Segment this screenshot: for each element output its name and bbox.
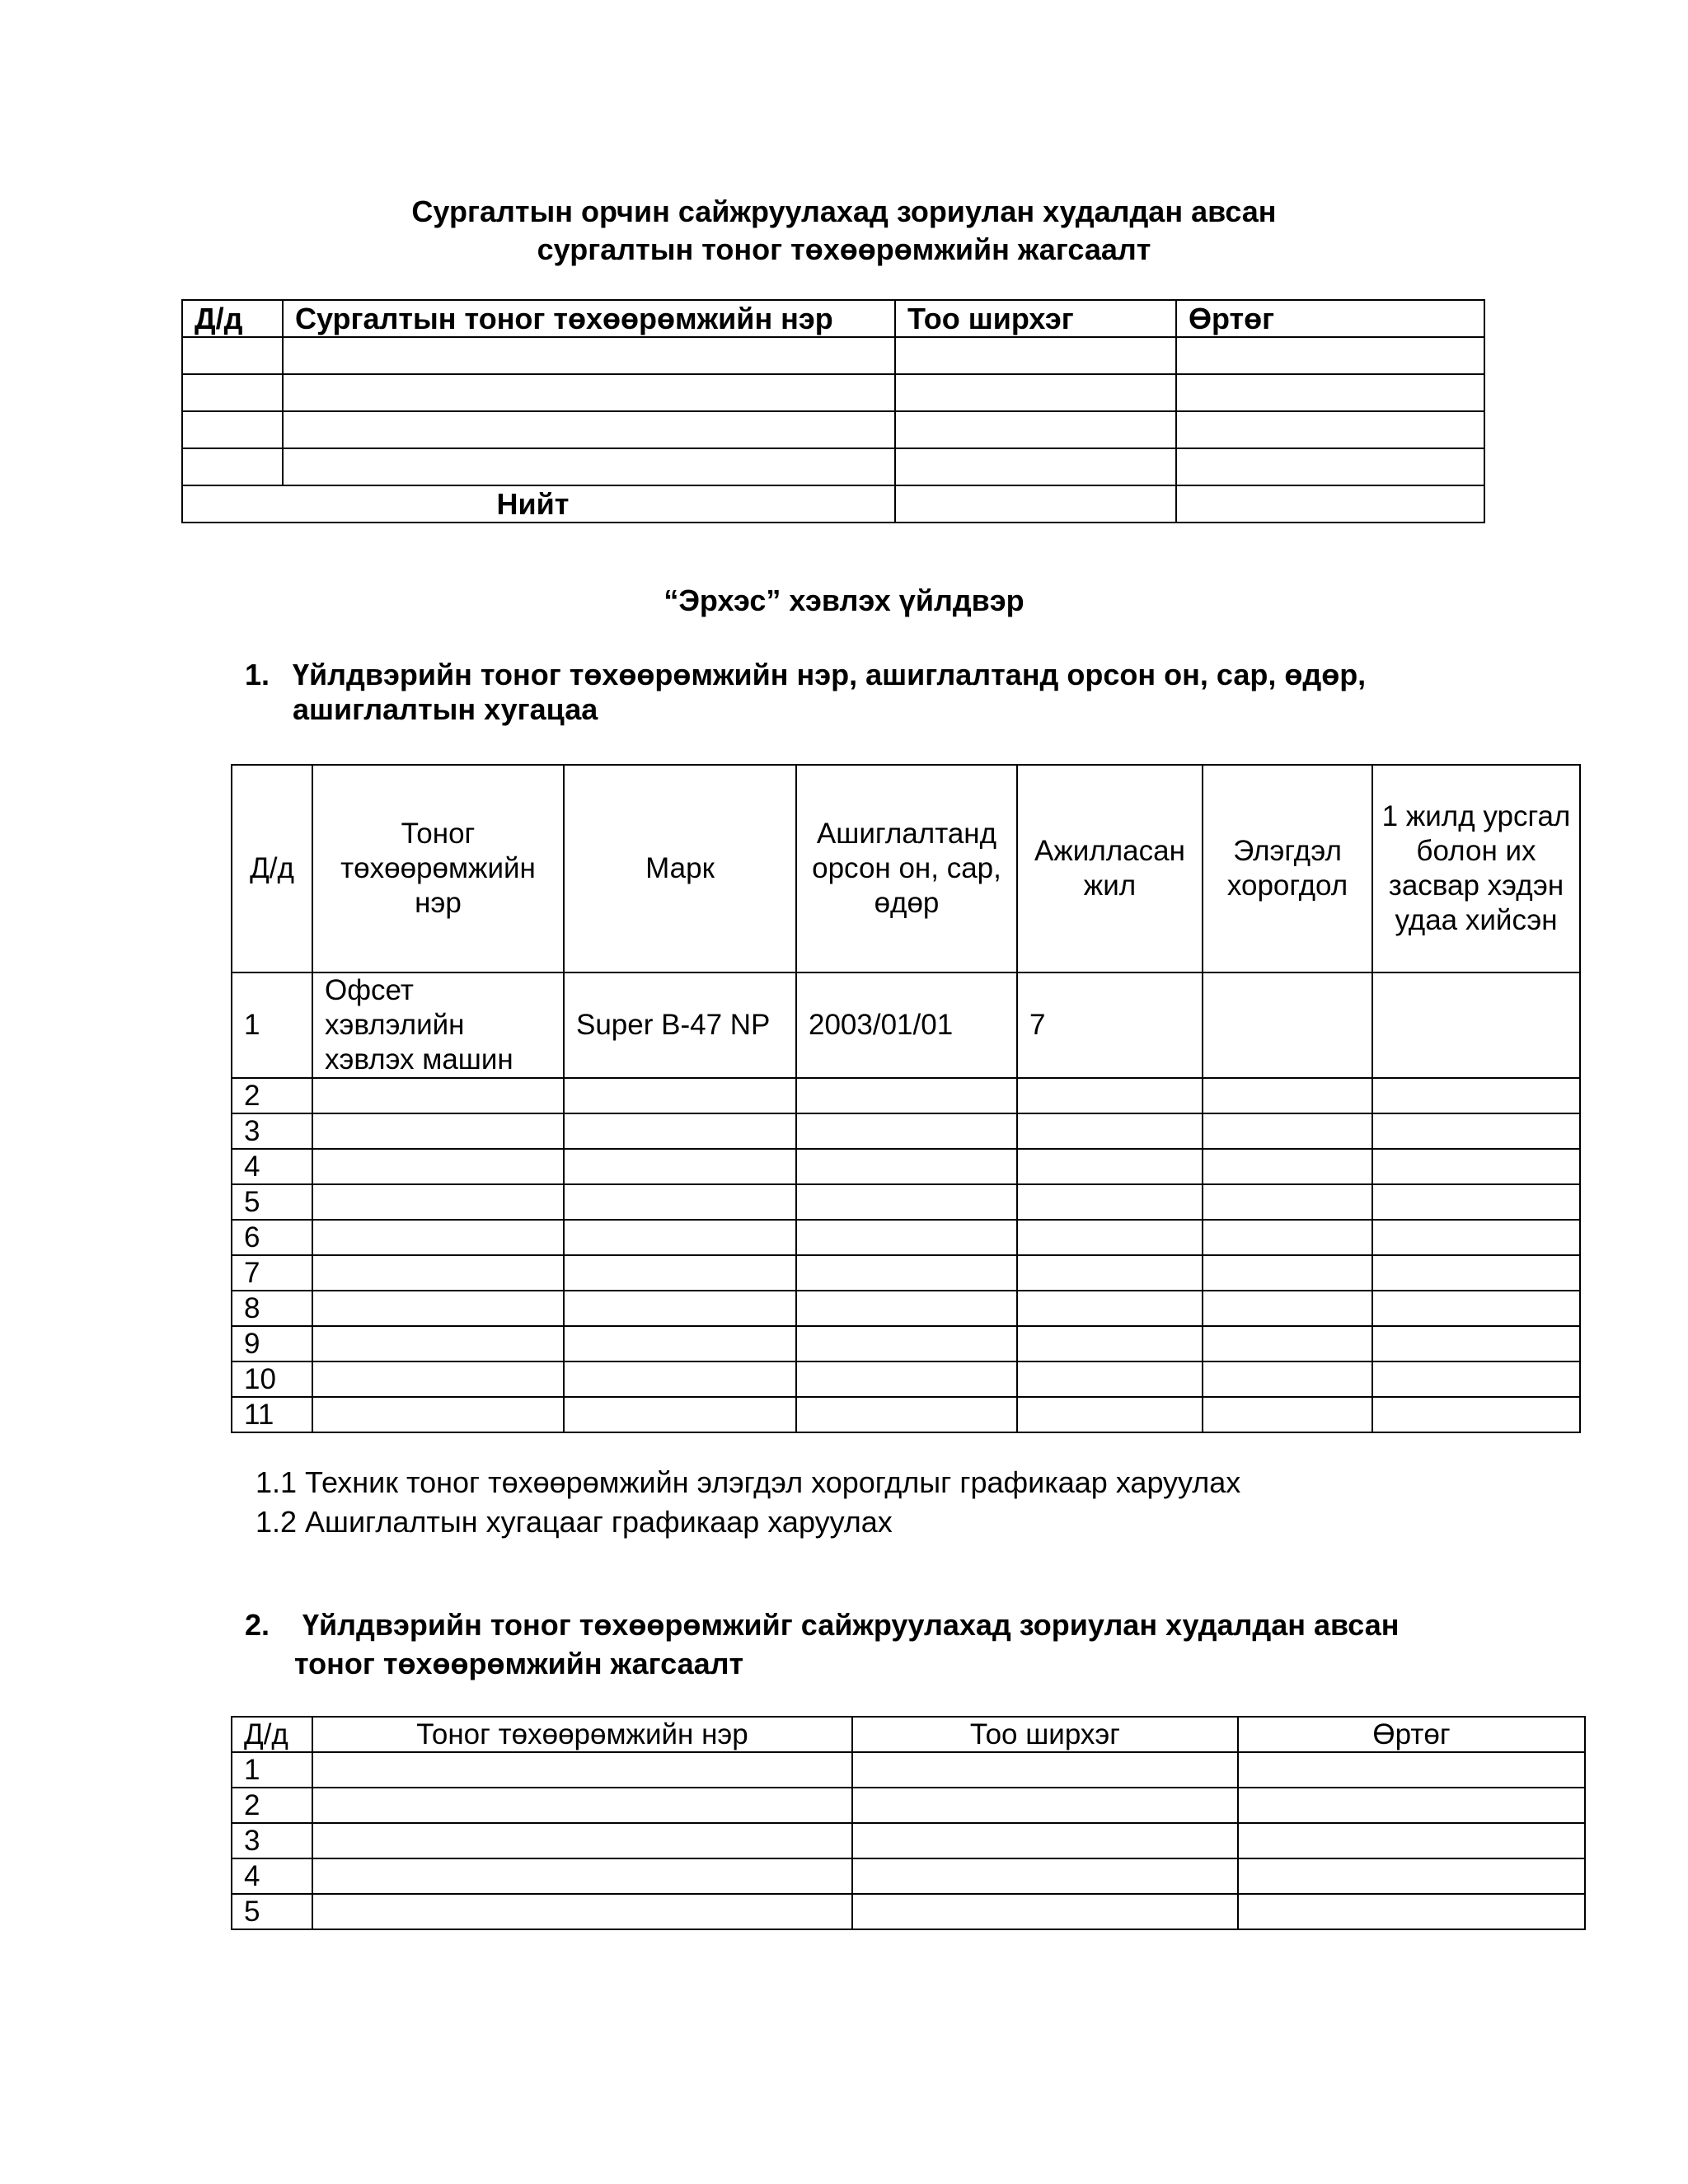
table-row xyxy=(232,1788,1585,1823)
table-cell xyxy=(1203,1078,1372,1113)
header-number: Д/д xyxy=(182,300,283,337)
document-title-line1: Сургалтын орчин сайжруулахад зориулан худалдан авсан xyxy=(411,194,1277,228)
table-cell xyxy=(1017,1255,1203,1291)
table-cell xyxy=(796,1149,1017,1184)
row-number: 11 xyxy=(232,1397,312,1432)
table-cell xyxy=(1203,1397,1372,1432)
table-cell xyxy=(312,1220,564,1255)
table-row xyxy=(232,1361,1580,1397)
table-cell xyxy=(182,411,283,448)
table-cell xyxy=(564,1184,796,1220)
table-cell xyxy=(1203,1291,1372,1326)
table-cell xyxy=(1372,1078,1580,1113)
header-equipment-name: Тоног төхөөрөмжийн нэр xyxy=(312,765,564,972)
table-row xyxy=(232,1752,1585,1788)
table-header-row xyxy=(232,765,1580,972)
date-cell: 2003/01/01 xyxy=(796,972,1017,1078)
table-cell xyxy=(283,411,895,448)
table-cell xyxy=(1238,1894,1585,1929)
table-cell xyxy=(312,1078,564,1113)
table-cell xyxy=(895,448,1176,485)
equipment-name-cell: Офсет хэвлэлийн хэвлэх машин xyxy=(312,972,564,1078)
table-cell xyxy=(1203,1361,1372,1397)
section1-number: 1. xyxy=(245,658,270,691)
table-cell xyxy=(1203,1149,1372,1184)
table-cell xyxy=(1372,1184,1580,1220)
table-cell xyxy=(1372,1291,1580,1326)
table-cell xyxy=(564,1397,796,1432)
training-equipment-table xyxy=(181,299,1485,523)
table-cell xyxy=(283,448,895,485)
table-body xyxy=(232,1078,1580,1432)
table-cell xyxy=(1203,1255,1372,1291)
row-number: 10 xyxy=(232,1361,312,1397)
table-cell xyxy=(1372,1397,1580,1432)
header-equipment-name: Сургалтын тоног төхөөрөмжийн нэр xyxy=(283,300,895,337)
table-row xyxy=(232,1149,1580,1184)
table-body xyxy=(232,1752,1585,1929)
table-cell xyxy=(312,1149,564,1184)
table-cell xyxy=(564,1149,796,1184)
header-cost: Өртөг xyxy=(1238,1717,1585,1752)
table-cell xyxy=(1176,411,1484,448)
table-cell xyxy=(1017,1184,1203,1220)
table-row xyxy=(232,1078,1580,1113)
row-number: 2 xyxy=(232,1788,312,1823)
table-cell xyxy=(312,1858,852,1894)
row-number: 8 xyxy=(232,1291,312,1326)
subitem-1-2: 1.2 Ашиглалтын хугацааг графикаар харуулах xyxy=(256,1505,893,1539)
table-cell xyxy=(1238,1752,1585,1788)
table-row xyxy=(182,448,1484,485)
table-cell xyxy=(1017,1291,1203,1326)
table-cell xyxy=(564,1220,796,1255)
table-cell xyxy=(564,1255,796,1291)
table-header-row xyxy=(182,300,1484,337)
header-depreciation: Элэгдэл хорогдол xyxy=(1203,765,1372,972)
years-cell: 7 xyxy=(1017,972,1203,1078)
row-number: 1 xyxy=(232,972,312,1078)
header-cost: Өртөг xyxy=(1176,300,1484,337)
table-cell xyxy=(1176,337,1484,374)
table-cell xyxy=(283,337,895,374)
table-cell xyxy=(796,1397,1017,1432)
header-commission-date: Ашиглалтанд орсон он, сар, өдөр xyxy=(796,765,1017,972)
table-cell xyxy=(796,1361,1017,1397)
table-row xyxy=(182,374,1484,411)
header-years-worked: Ажилласан жил xyxy=(1017,765,1203,972)
document-title-line2: сургалтын тоног төхөөрөмжийн жагсаалт xyxy=(537,232,1151,266)
table-cell xyxy=(312,1291,564,1326)
header-quantity: Тоо ширхэг xyxy=(895,300,1176,337)
section1-heading-line2: ашиглалтын хугацаа xyxy=(293,692,598,726)
table-cell xyxy=(312,1788,852,1823)
table-cell xyxy=(796,1220,1017,1255)
table-cell xyxy=(283,374,895,411)
table-row xyxy=(232,1397,1580,1432)
table-cell xyxy=(1017,1397,1203,1432)
company-title: “Эрхэс” хэвлэх үйлдвэр xyxy=(663,583,1025,617)
table-cell xyxy=(564,1361,796,1397)
table-cell xyxy=(796,1326,1017,1361)
table-cell xyxy=(312,1184,564,1220)
table-cell xyxy=(564,1113,796,1149)
table-cell xyxy=(852,1858,1238,1894)
table-row xyxy=(232,1894,1585,1929)
row-number: 7 xyxy=(232,1255,312,1291)
table-row xyxy=(232,1184,1580,1220)
section2-heading-line2: тоног төхөөрөмжийн жагсаалт xyxy=(294,1647,744,1680)
row-number: 5 xyxy=(232,1894,312,1929)
table-cell xyxy=(796,1184,1017,1220)
table-cell xyxy=(1372,1113,1580,1149)
table-cell xyxy=(895,411,1176,448)
table-cell xyxy=(312,1823,852,1858)
table-cell xyxy=(796,1078,1017,1113)
table-row xyxy=(232,1220,1580,1255)
production-equipment-table xyxy=(231,764,1581,1433)
row-number: 4 xyxy=(232,1858,312,1894)
table-cell xyxy=(1017,1361,1203,1397)
table-row xyxy=(232,1113,1580,1149)
table-cell xyxy=(312,1326,564,1361)
table-cell xyxy=(564,1326,796,1361)
table-header-row xyxy=(232,1717,1585,1752)
header-quantity: Тоо ширхэг xyxy=(852,1717,1238,1752)
header-number: Д/д xyxy=(232,765,312,972)
table-cell xyxy=(1372,972,1580,1078)
table-cell xyxy=(1017,1113,1203,1149)
table-cell xyxy=(1238,1823,1585,1858)
table-cell xyxy=(1372,1149,1580,1184)
row-number: 1 xyxy=(232,1752,312,1788)
table-cell xyxy=(1203,1184,1372,1220)
table-cell xyxy=(312,1397,564,1432)
brand-cell: Super B-47 NP xyxy=(564,972,796,1078)
table-row xyxy=(182,337,1484,374)
table-cell xyxy=(182,374,283,411)
table-cell xyxy=(1238,1788,1585,1823)
table-cell xyxy=(312,1752,852,1788)
table-cell xyxy=(1372,1361,1580,1397)
row-number: 5 xyxy=(232,1184,312,1220)
row-number: 2 xyxy=(232,1078,312,1113)
header-equipment-name: Тоног төхөөрөмжийн нэр xyxy=(312,1717,852,1752)
row-number: 6 xyxy=(232,1220,312,1255)
table-cell xyxy=(895,485,1176,523)
table-cell xyxy=(796,1255,1017,1291)
table-cell xyxy=(1017,1078,1203,1113)
table-row xyxy=(232,1291,1580,1326)
total-label: Нийт xyxy=(182,485,895,523)
table-cell xyxy=(1203,1113,1372,1149)
table-cell xyxy=(564,1291,796,1326)
subitem-1-1: 1.1 Техник тоног төхөөрөмжийн элэгдэл хорогдлыг графикаар харуулах xyxy=(256,1465,1241,1499)
table-cell xyxy=(1203,1326,1372,1361)
total-row xyxy=(182,485,1484,523)
table-cell xyxy=(895,337,1176,374)
table-cell xyxy=(852,1788,1238,1823)
table-cell xyxy=(1176,448,1484,485)
table-cell xyxy=(1372,1220,1580,1255)
table-row xyxy=(232,1823,1585,1858)
table-cell xyxy=(1203,1220,1372,1255)
row-number: 4 xyxy=(232,1149,312,1184)
table-cell xyxy=(312,1361,564,1397)
table-cell xyxy=(796,1291,1017,1326)
table-cell xyxy=(1176,374,1484,411)
table-cell xyxy=(796,1113,1017,1149)
row-number: 3 xyxy=(232,1113,312,1149)
section1-heading-line1: Үйлдвэрийн тоног төхөөрөмжийн нэр, ашиглалтанд орсон он, сар, өдөр, xyxy=(293,658,1367,691)
table-cell xyxy=(312,1894,852,1929)
table-cell xyxy=(1238,1858,1585,1894)
purchased-equipment-table xyxy=(231,1716,1586,1930)
table-row xyxy=(232,1858,1585,1894)
table-cell xyxy=(1203,972,1372,1078)
table-cell xyxy=(852,1894,1238,1929)
header-repairs-per-year: 1 жилд урсгал болон их засвар хэдэн удаа хийсэн xyxy=(1372,765,1580,972)
table-row xyxy=(232,1326,1580,1361)
table-row xyxy=(182,411,1484,448)
table-cell xyxy=(182,448,283,485)
table-row xyxy=(232,972,1580,1078)
header-number: Д/д xyxy=(232,1717,312,1752)
table-cell xyxy=(182,337,283,374)
table-cell xyxy=(564,1078,796,1113)
header-brand: Марк xyxy=(564,765,796,972)
table-cell xyxy=(852,1823,1238,1858)
table-cell xyxy=(852,1752,1238,1788)
table-cell xyxy=(1017,1326,1203,1361)
table-cell xyxy=(1372,1326,1580,1361)
table-cell xyxy=(1017,1220,1203,1255)
section2-number: 2. xyxy=(245,1608,270,1642)
row-number: 3 xyxy=(232,1823,312,1858)
section2-heading-line1: Үйлдвэрийн тоног төхөөрөмжийг сайжруулахад зориулан худалдан авсан xyxy=(302,1608,1400,1642)
table-cell xyxy=(1372,1255,1580,1291)
table-cell xyxy=(1017,1149,1203,1184)
table-row xyxy=(232,1255,1580,1291)
table-cell xyxy=(895,374,1176,411)
table-cell xyxy=(312,1255,564,1291)
table-cell xyxy=(312,1113,564,1149)
table-cell xyxy=(1176,485,1484,523)
row-number: 9 xyxy=(232,1326,312,1361)
